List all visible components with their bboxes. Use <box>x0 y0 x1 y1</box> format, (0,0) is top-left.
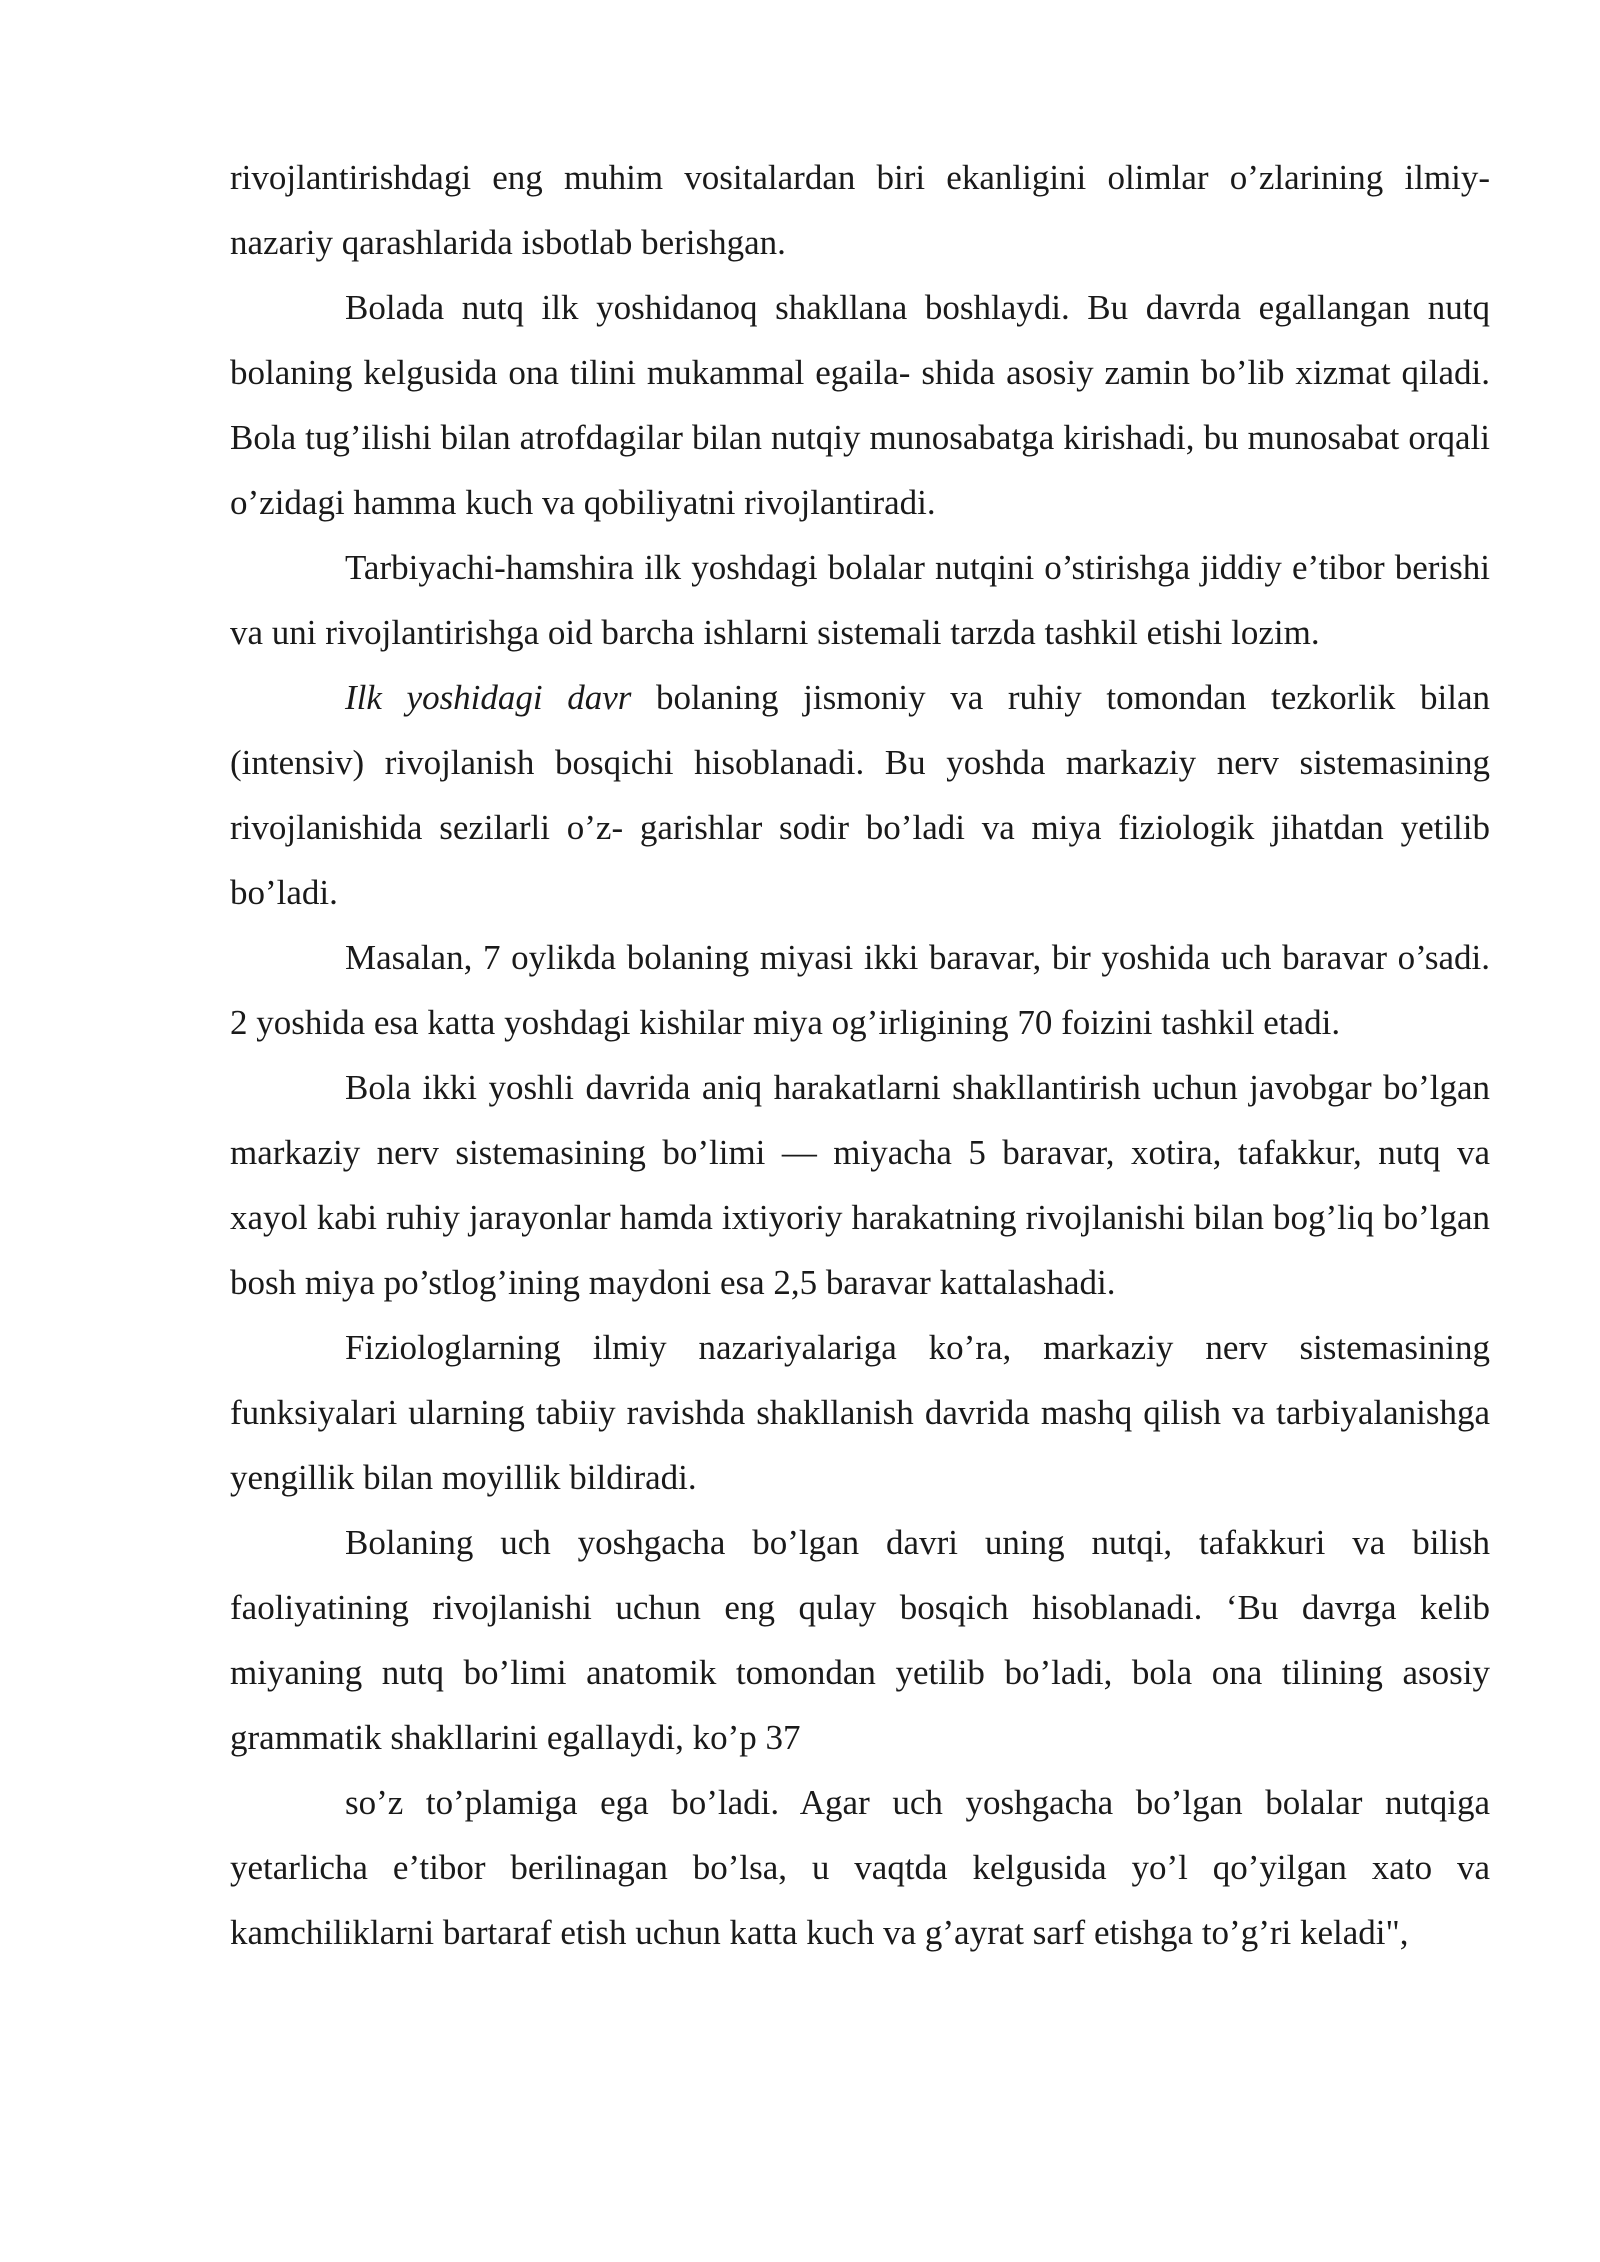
paragraph-nurse-educator: Tarbiyachi-hamshira ilk yoshdagi bolalar nutqini o’stirishga jiddiy e’tibor berishi va uni rivojlantirishga oid barcha ishlarni sistemali tarzda tashkil etishi lozim. <box>230 548 1490 652</box>
paragraph-physiologists: Fiziologlarning ilmiy nazariyalariga ko’ra, markaziy nerv sistemasining funksiyalari ularning tabiiy ravishda shakllanish davrida mashq qilish va tarbiyalanishga yengillik bilan moyillik bildiradi. <box>230 1328 1490 1497</box>
paragraph-continuation: rivojlantirishdagi eng muhim vositalardan biri ekanligini olimlar o’zlarining ilmiy-nazariy qarashlarida isbotlab berishgan. <box>230 158 1490 262</box>
paragraph-brain-growth: Masalan, 7 oylikda bolaning miyasi ikki baravar, bir yoshida uch baravar o’sadi. 2 yoshida esa katta yoshdagi kishilar miya og’irligining 70 foizini tashkil etadi. <box>230 938 1490 1042</box>
italic-term: Ilk yoshidagi davr <box>345 678 632 717</box>
document-body <box>230 145 1490 1965</box>
paragraph-two-years: Bola ikki yoshli davrida aniq harakatlarni shakllantirish uchun javobgar bo’lgan markaziy nerv sistemasining bo’limi — miyacha 5 baravar, xotira, tafakkur, nutq va xayol kabi ruhiy jarayonlar hamda ixtiyoriy harakatning rivojlanishi bilan bog’liq bo’lgan bosh miya po’stlog’ining maydoni esa 2,5 baravar kattalashadi. <box>230 1068 1490 1302</box>
paragraph-early-age-period <box>230 665 1490 925</box>
paragraph-text: bolaning jismoniy va ruhiy tomondan tezkorlik bilan (intensiv) rivojlanish bosqichi hisoblanadi. Bu yoshda markaziy nerv sistemasining rivojlanishida sezilarli o’z- garishlar sodir bo’ladi va miya fiziologik jihatdan yetilib bo’ladi. <box>230 678 1490 912</box>
paragraph-three-years: Bolaning uch yoshgacha bo’lgan davri uning nutqi, tafakkuri va bilish faoliyatining rivojlanishi uchun eng qulay bosqich hisoblanadi. ‘Bu davrga kelib miyaning nutq bo’limi anatomik tomondan yetilib bo’ladi, bola ona tilining asosiy grammatik shakllarini egallaydi, ko’p 37 <box>230 1523 1490 1757</box>
paragraph-speech-development: Bolada nutq ilk yoshidanoq shakllana boshlaydi. Bu davrda egallangan nutq bolaning kelgusida ona tilini mukammal egaila- shida asosiy zamin bo’lib xizmat qiladi. Bola tug’ilishi bilan atrofdagilar bilan nutqiy munosabatga kirishadi, bu munosabat orqali o’zidagi hamma kuch va qobiliyatni rivojlantiradi. <box>230 288 1490 522</box>
paragraph-vocabulary: so’z to’plamiga ega bo’ladi. Agar uch yoshgacha bo’lgan bolalar nutqiga yetarlicha e’tibor berilinagan bo’lsa, u vaqtda kelgusida yo’l qo’yilgan xato va kamchiliklarni bartaraf etish uchun katta kuch va g’ayrat sarf etishga to’g’ri keladi", <box>230 1783 1490 1952</box>
